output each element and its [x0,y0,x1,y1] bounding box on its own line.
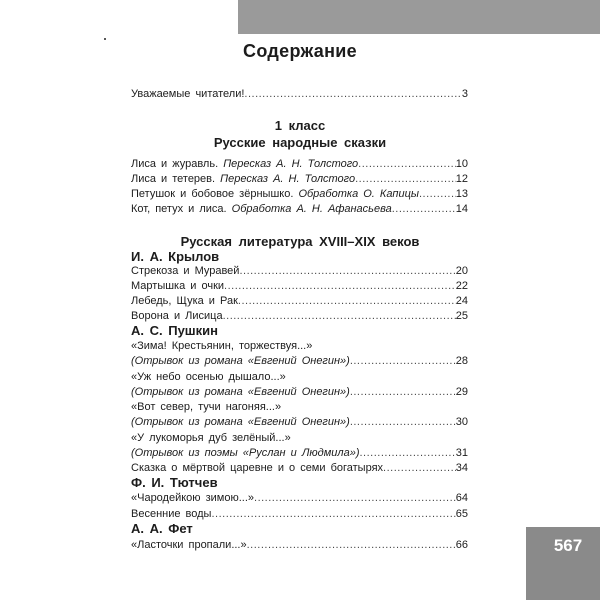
toc-entry[interactable] [131,353,468,369]
entry-title: Лиса и журавль. [131,158,219,170]
toc-entry-title-line[interactable]: «Вот север, тучи нагоняя...» [131,401,282,413]
leader-dots [383,460,456,476]
entry-title: Сказка о мёртвой царевне и о семи богатырях [131,462,384,474]
toc-entry-intro[interactable] [131,86,468,102]
leader-dots [244,86,461,102]
entry-title: Петушок и бобовое зёрнышко. [131,188,294,200]
leader-dots [224,278,456,294]
toc-entry[interactable] [131,537,468,553]
entry-note: Обработка А. Н. Афанасьева [231,203,392,215]
toc-entry[interactable] [131,263,468,279]
entry-page: 3 [461,88,468,100]
entry-title: «Ласточки пропали...» [131,539,247,551]
entry-title: Весенние воды [131,508,212,520]
entry-page: 13 [455,188,468,200]
leader-dots [419,186,456,202]
entry-title: Стрекоза и Муравей [131,265,240,277]
entry-note: (Отрывок из поэмы «Руслан и Людмила») [131,447,360,459]
toc-entry[interactable] [131,278,468,294]
leader-dots [350,414,456,430]
grade-heading: 1 класс [274,118,326,133]
entry-title: Уважаемые читатели! [131,88,245,100]
entry-note: Пересказ А. Н. Толстого [220,173,356,185]
toc-entry[interactable] [131,490,468,506]
toc-entry[interactable] [131,445,468,461]
toc-entry-title-line[interactable]: «Уж небо осенью дышало...» [131,371,286,383]
entry-page: 65 [455,508,468,520]
toc-entry-title-line[interactable]: «У лукоморья дуб зелёный...» [131,432,291,444]
toc-entry[interactable] [131,201,468,217]
leader-dots [350,353,456,369]
entry-page: 64 [455,492,468,504]
author-heading: А. С. Пушкин [131,323,218,338]
leader-dots [247,537,456,553]
entry-page: 12 [455,173,468,185]
toc-entry-title-line[interactable]: «Зима! Крестьянин, торжествуя...» [131,340,313,352]
leader-dots [238,293,456,309]
entry-title: Лиса и тетерев. [131,173,216,185]
entry-note: (Отрывок из романа «Евгений Онегин») [131,386,350,398]
leader-dots [350,384,456,400]
toc-entry[interactable] [131,506,468,522]
entry-page: 24 [455,295,468,307]
leader-dots [223,308,456,324]
entry-page: 34 [455,462,468,474]
entry-title: Мартышка и очки [131,280,225,292]
entry-note: (Отрывок из романа «Евгений Онегин») [131,355,350,367]
author-heading: Ф. И. Тютчев [131,475,218,490]
toc-entry[interactable] [131,156,468,172]
leader-dots [360,445,456,461]
entry-title: Лебедь, Щука и Рак [131,295,238,307]
entry-page: 66 [455,539,468,551]
entry-page: 29 [455,386,468,398]
leader-dots [239,263,455,279]
entry-title: «Чародейкою зимою...» [131,492,255,504]
entry-page: 14 [455,203,468,215]
entry-title: Кот, петух и лиса. [131,203,227,215]
entry-note: (Отрывок из романа «Евгений Онегин») [131,416,350,428]
entry-page: 28 [455,355,468,367]
entry-page: 31 [455,447,468,459]
leader-dots [211,506,455,522]
toc-entry[interactable] [131,293,468,309]
page-title: Содержание [243,41,357,61]
entry-note: Пересказ А. Н. Толстого [223,158,359,170]
entry-page: 30 [455,416,468,428]
author-heading: А. А. Фет [131,521,193,536]
entry-page: 25 [455,310,468,322]
print-speck [104,38,106,40]
leader-dots [254,490,456,506]
page-number-tab: 567 [526,527,600,600]
entry-note: Обработка О. Капицы [298,188,419,200]
leader-dots [358,156,456,172]
toc-entry[interactable] [131,186,468,202]
entry-page: 20 [455,265,468,277]
leader-dots [392,201,456,217]
toc-entry[interactable] [131,384,468,400]
top-gray-band [238,0,600,34]
toc-entry[interactable] [131,414,468,430]
entry-title: Ворона и Лисица [131,310,223,322]
section-heading-folk-tales: Русские народные сказки [213,135,387,150]
section-heading-literature: Русская литература XVIII–XIX веков [180,234,420,249]
leader-dots [355,171,456,187]
entry-page: 10 [455,158,468,170]
author-heading: И. А. Крылов [131,249,220,264]
entry-page: 22 [455,280,468,292]
toc-entry[interactable] [131,308,468,324]
toc-entry[interactable] [131,460,468,476]
toc-entry[interactable] [131,171,468,187]
